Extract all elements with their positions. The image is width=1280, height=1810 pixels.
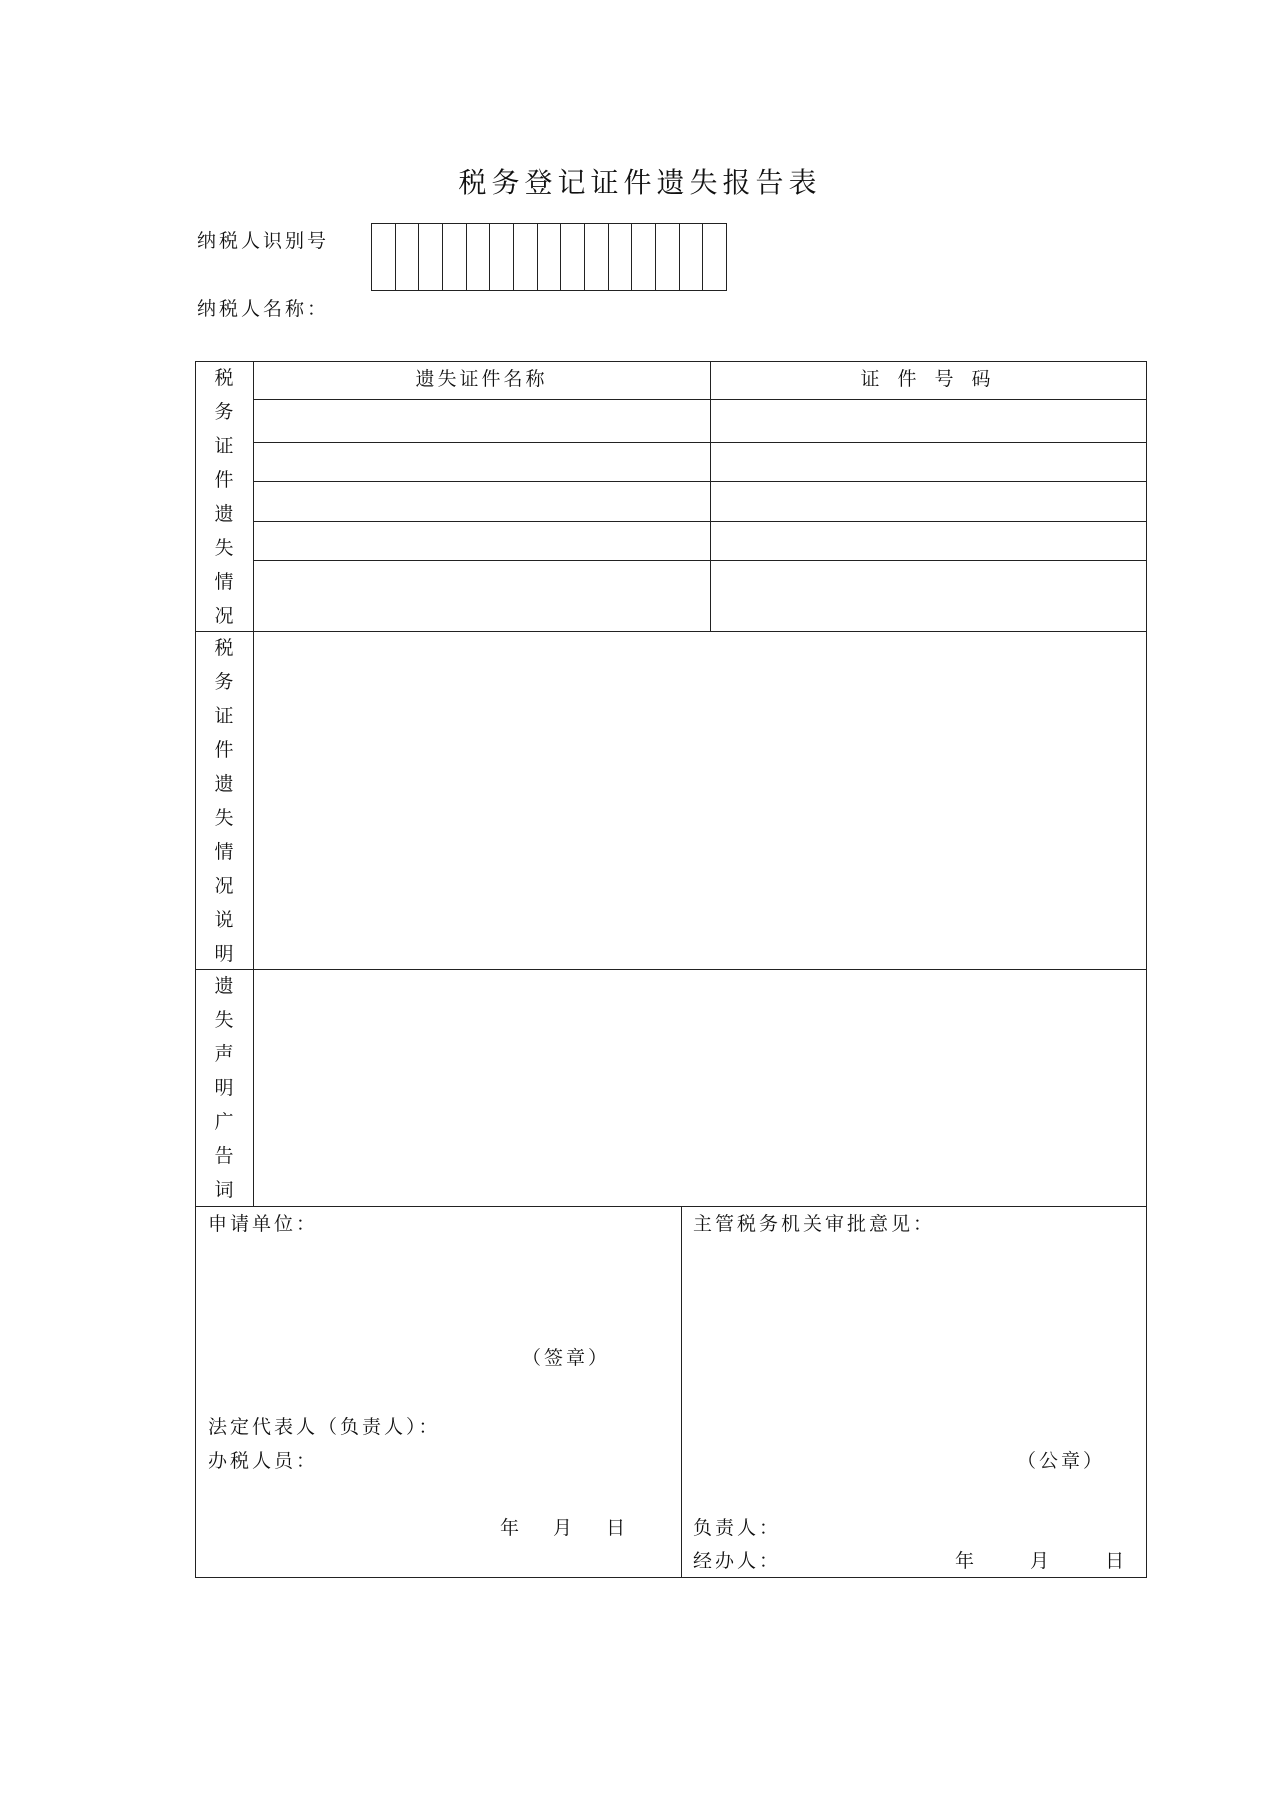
section-label-char: 情 xyxy=(214,571,234,593)
page-title: 税务登记证件遗失报告表 xyxy=(458,166,822,199)
divider xyxy=(253,399,1147,400)
section-label-loss-notice xyxy=(195,969,253,1207)
section-label-char: 告 xyxy=(214,1145,234,1167)
section-label-char: 况 xyxy=(214,605,234,627)
id-digit-cell[interactable] xyxy=(680,224,704,290)
section-label-char: 税 xyxy=(214,637,234,659)
legal-rep-label: 法定代表人（负责人）： xyxy=(208,1416,441,1438)
section-label-char: 失 xyxy=(214,537,234,559)
divider xyxy=(681,1206,682,1578)
section-label-char: 遗 xyxy=(214,503,234,525)
applicant-date: 年 月 日 xyxy=(500,1517,629,1539)
id-digit-cell[interactable] xyxy=(372,224,396,290)
id-digit-cell[interactable] xyxy=(443,224,467,290)
taxpayer-name-label: 纳税人名称： xyxy=(197,298,330,320)
section-label-char: 件 xyxy=(214,739,234,761)
explanation-field[interactable] xyxy=(253,631,1147,969)
applicant-seal: （签章） xyxy=(522,1347,611,1369)
approval-opinion-label: 主管税务机关审批意见： xyxy=(693,1213,936,1235)
cert-rows-area[interactable] xyxy=(253,442,1147,631)
section-label-char: 税 xyxy=(214,367,234,389)
id-digit-cell[interactable] xyxy=(490,224,514,290)
section-label-char: 务 xyxy=(214,671,234,693)
approval-date: 年 月 日 xyxy=(955,1550,1128,1572)
section-label-char: 明 xyxy=(214,1077,234,1099)
id-digit-cell[interactable] xyxy=(609,224,633,290)
id-digit-cell[interactable] xyxy=(561,224,585,290)
col-header-cert-no: 证 件 号 码 xyxy=(860,368,997,390)
section-label-char: 失 xyxy=(214,1009,234,1031)
section-label-char: 况 xyxy=(214,875,234,897)
section-label-char: 遗 xyxy=(214,975,234,997)
person-in-charge-label: 负责人： xyxy=(693,1517,782,1539)
section-label-loss-explanation xyxy=(195,631,253,971)
section-label-char: 情 xyxy=(214,841,234,863)
id-digit-cell[interactable] xyxy=(467,224,491,290)
section-label-char: 失 xyxy=(214,807,234,829)
section-label-char: 说 xyxy=(214,909,234,931)
id-digit-cell[interactable] xyxy=(514,224,538,290)
section-label-char: 务 xyxy=(214,401,234,423)
id-digit-cell[interactable] xyxy=(703,224,726,290)
divider xyxy=(195,1206,1147,1207)
section-label-char: 件 xyxy=(214,469,234,491)
id-digit-cell[interactable] xyxy=(419,224,443,290)
id-digit-cell[interactable] xyxy=(585,224,609,290)
section-label-char: 词 xyxy=(214,1179,234,1201)
id-digit-cell[interactable] xyxy=(656,224,680,290)
id-digit-cell[interactable] xyxy=(632,224,656,290)
applicant-label: 申请单位： xyxy=(208,1213,319,1235)
section-label-char: 声 xyxy=(214,1043,234,1065)
id-digit-cell[interactable] xyxy=(396,224,420,290)
section-label-loss-status xyxy=(195,361,253,633)
section-label-char: 证 xyxy=(214,435,234,457)
taxpayer-id-boxes[interactable] xyxy=(371,223,727,291)
notice-field[interactable] xyxy=(253,969,1147,1206)
section-label-char: 证 xyxy=(214,705,234,727)
official-seal: （公章） xyxy=(1017,1450,1106,1472)
tax-staff-label: 办税人员： xyxy=(208,1450,319,1472)
section-label-char: 遗 xyxy=(214,773,234,795)
taxpayer-id-label: 纳税人识别号 xyxy=(197,230,330,252)
col-header-cert-name: 遗失证件名称 xyxy=(415,368,548,390)
handler-label: 经办人： xyxy=(693,1550,782,1572)
section-label-char: 广 xyxy=(214,1111,234,1133)
section-label-char: 明 xyxy=(214,943,234,965)
id-digit-cell[interactable] xyxy=(538,224,562,290)
